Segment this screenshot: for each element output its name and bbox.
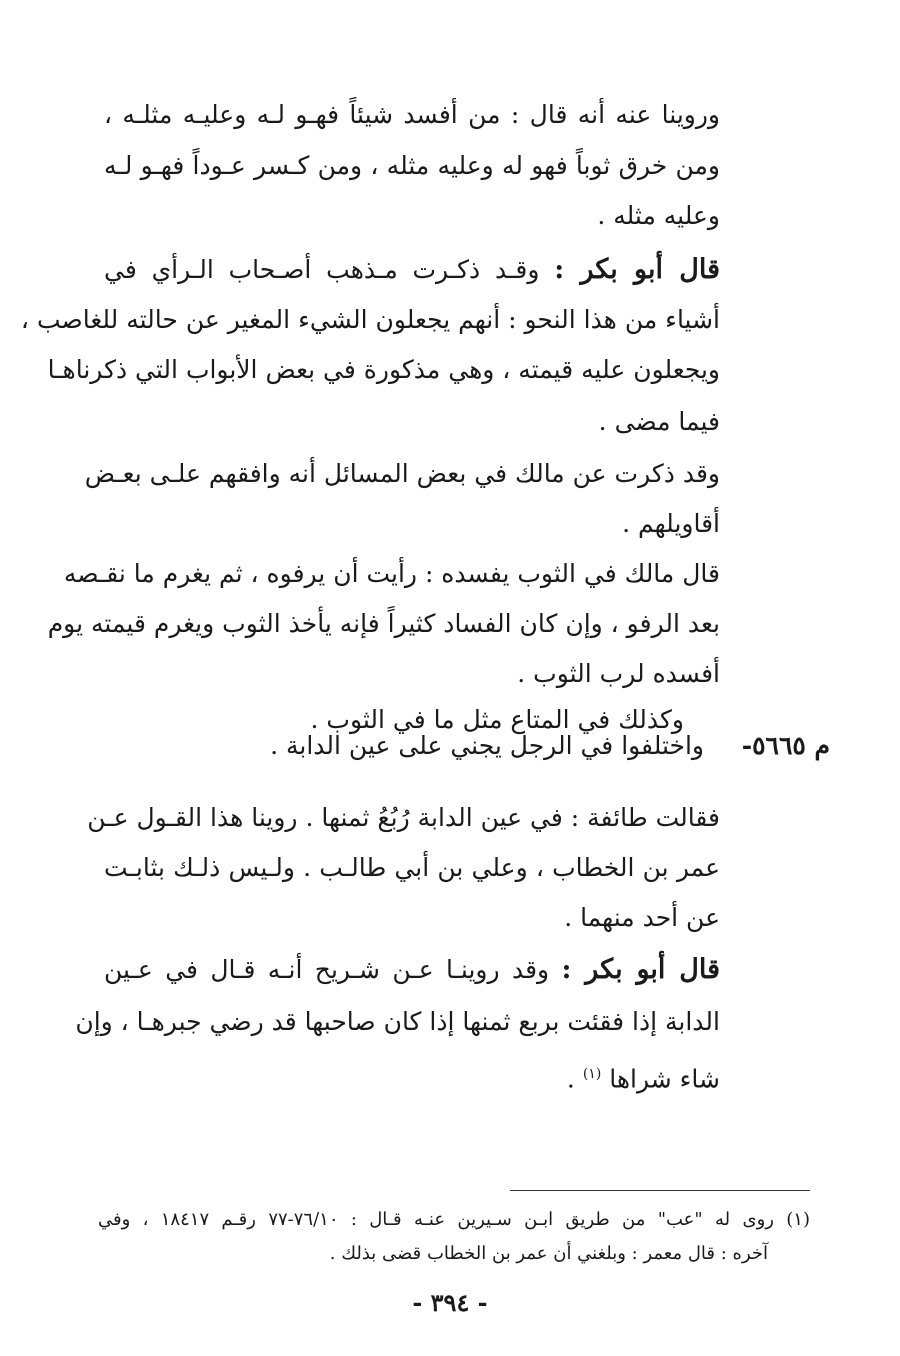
text-line: عن أحد منهما . — [564, 903, 720, 932]
text-segment: شاء شراها — [609, 1064, 720, 1094]
text-segment: وقـد ذكـرت مـذهب أصـحاب الـرأي في — [104, 255, 540, 284]
text-line: أشياء من هذا النحو : أنهم يجعلون الشيء المغير عن حالته للغاصب ، — [20, 305, 720, 334]
text-line: قال مالك في الثوب يفسده : رأيت أن يرفوه ، ثم يغرم ما نقـصه — [63, 559, 720, 588]
text-line — [104, 1054, 720, 1099]
text-line: الدابة إذا فقئت بربع ثمنها إذا كان صاحبها قد رضي جبرهـا ، وإن — [75, 1007, 720, 1036]
text-line: وقد ذكرت عن مالك في بعض المسائل أنه وافقهم علـى بعـض — [84, 459, 720, 488]
text-line: بعد الرفو ، وإن كان الفساد كثيراً فإنه يأخذ الثوب ويغرم قيمته يوم — [47, 609, 720, 638]
speaker-label: قال أبو بكر : — [561, 954, 720, 985]
text-line — [104, 950, 720, 990]
text-segment: وقد روينـا عـن شـريح أنـه قـال في عـين — [104, 955, 550, 984]
text-line: واختلفوا في الرجل يجني على عين الدابة . — [270, 731, 704, 760]
footnote-line: آخره : قال معمر : وبلغني أن عمر بن الخطاب قضى بذلك . — [329, 1243, 768, 1264]
text-segment: . — [566, 1064, 575, 1094]
text-line: فقالت طائفة : في عين الدابة رُبُعُ ثمنها . روينا هذا القـول عـن — [87, 803, 720, 832]
text-line: وعليه مثله . — [597, 201, 720, 230]
text-line: ويجعلون عليه قيمته ، وهي مذكورة في بعض الأبواب التي ذكرناهـا — [47, 355, 720, 384]
footnote-marker: (١) — [582, 1066, 602, 1082]
speaker-label: قال أبو بكر : — [554, 254, 720, 285]
text-line — [104, 250, 720, 290]
issue-number: م ٥٦٦٥- — [741, 731, 830, 760]
footnote-divider — [510, 1190, 810, 1191]
text-line: فيما مضى . — [598, 407, 720, 436]
footnote-line: (١) روى له "عب" من طريق ابـن سـيرين عنـه قـال : ٧٦/١٠-٧٧ رقـم ١٨٤١٧ ، وفي — [98, 1209, 810, 1230]
text-line: وروينا عنه أنه قال : من أفسد شيئاً فهـو لـه وعليـه مثلـه ، — [104, 100, 720, 129]
text-line: أقاويلهم . — [622, 509, 720, 538]
page-number: - ٣٩٤ - — [412, 1288, 488, 1317]
text-line: وكذلك في المتاع مثل ما في الثوب . — [310, 705, 684, 734]
text-line: ومن خرق ثوباً فهو له وعليه مثله ، ومن كـسر عـوداً فهـو لـه — [104, 151, 720, 180]
text-line: عمر بن الخطاب ، وعلي بن أبي طالـب . ولـيس ذلـك بثابـت — [104, 853, 720, 882]
text-line: أفسده لرب الثوب . — [517, 659, 720, 688]
